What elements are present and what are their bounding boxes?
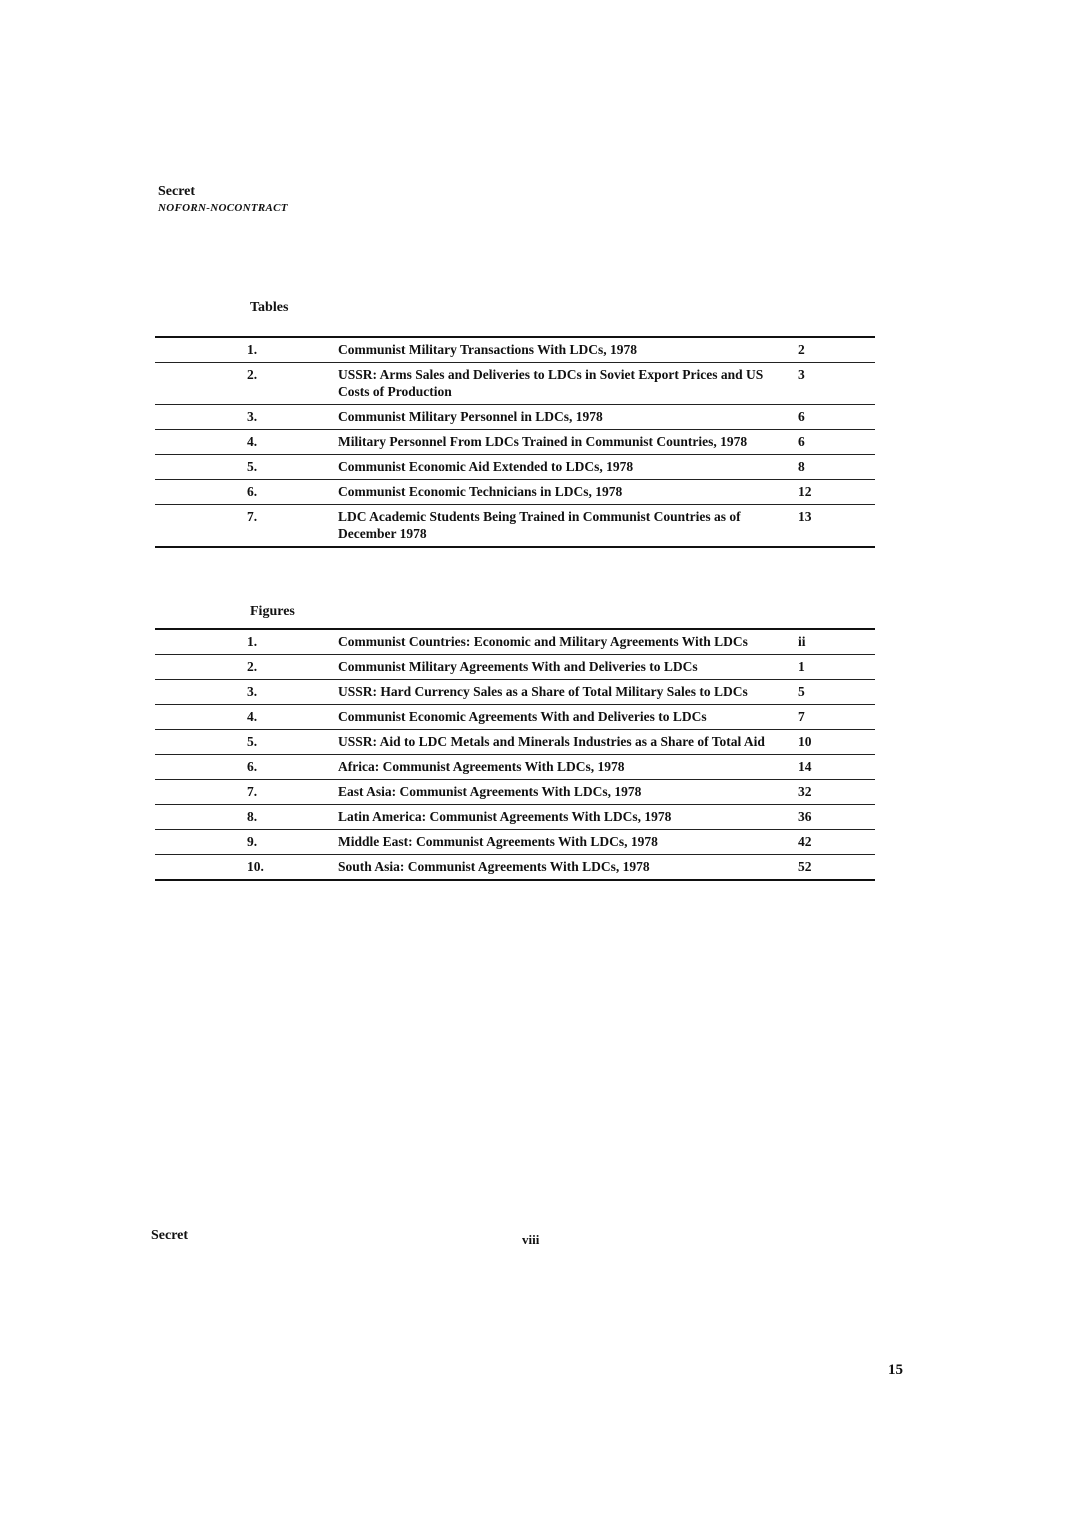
entry-title: LDC Academic Students Being Trained in Communist Countries as of December 1978: [338, 509, 741, 541]
entry-title: Military Personnel From LDCs Trained in Communist Countries, 1978: [338, 434, 748, 449]
tables-section-title: Tables: [250, 300, 289, 315]
entry-page: 10: [798, 734, 812, 749]
entry-title: Communist Economic Technicians in LDCs, 1978: [338, 484, 623, 499]
entry-page: 5: [798, 684, 805, 699]
entry-page: 52: [798, 859, 812, 874]
entry-number: 9.: [247, 834, 258, 849]
entry-number: 2.: [247, 659, 258, 674]
entry-title: USSR: Arms Sales and Deliveries to LDCs in Soviet Export Prices and US Costs of Production: [338, 367, 764, 399]
entry-title: Latin America: Communist Agreements With LDCs, 1978: [338, 809, 672, 824]
tables-list: [155, 336, 875, 548]
entry-number: 5.: [247, 734, 258, 749]
entry-page: 8: [798, 459, 805, 474]
entry-number: 7.: [247, 784, 258, 799]
entry-title: Communist Military Transactions With LDCs, 1978: [338, 342, 638, 357]
entry-number: 5.: [247, 459, 258, 474]
entry-number: 6.: [247, 759, 258, 774]
figure-entry: [155, 730, 875, 755]
entry-page: 2: [798, 342, 805, 357]
figure-entry: [155, 680, 875, 705]
entry-page: 13: [798, 509, 812, 524]
table-entry: [155, 430, 875, 455]
entry-number: 1.: [247, 634, 258, 649]
entry-title: Communist Military Agreements With and Deliveries to LDCs: [338, 659, 698, 674]
entry-number: 7.: [247, 509, 258, 524]
entry-number: 4.: [247, 434, 258, 449]
entry-page: 7: [798, 709, 805, 724]
footer-page-number: viii: [522, 1232, 540, 1247]
header-classification: Secret: [158, 184, 196, 199]
entry-page: 14: [798, 759, 812, 774]
entry-page: 6: [798, 434, 805, 449]
entry-page: ii: [798, 634, 806, 649]
figure-entry: [155, 855, 875, 879]
entry-page: 42: [798, 834, 812, 849]
entry-number: 8.: [247, 809, 258, 824]
table-entry: [155, 363, 875, 405]
entry-number: 10.: [247, 859, 264, 874]
entry-number: 2.: [247, 367, 258, 382]
entry-page: 1: [798, 659, 805, 674]
table-entry: [155, 405, 875, 430]
entry-number: 1.: [247, 342, 258, 357]
figure-entry: [155, 705, 875, 730]
entry-title: Communist Economic Agreements With and Deliveries to LDCs: [338, 709, 707, 724]
entry-title: Africa: Communist Agreements With LDCs, 1978: [338, 759, 625, 774]
figures-section-title: Figures: [250, 604, 295, 619]
document-page-number: 15: [888, 1362, 903, 1378]
entry-page: 6: [798, 409, 805, 424]
figures-list: [155, 628, 875, 881]
table-entry: [155, 505, 875, 546]
figure-entry: [155, 655, 875, 680]
figure-entry: [155, 630, 875, 655]
entry-title: Communist Countries: Economic and Military Agreements With LDCs: [338, 634, 748, 649]
entry-number: 3.: [247, 684, 258, 699]
entry-page: 36: [798, 809, 812, 824]
header-caveat: NOFORN-NOCONTRACT: [158, 202, 288, 214]
table-entry: [155, 338, 875, 363]
entry-title: Communist Economic Aid Extended to LDCs, 1978: [338, 459, 634, 474]
entry-page: 32: [798, 784, 812, 799]
table-entry: [155, 480, 875, 505]
entry-title: USSR: Aid to LDC Metals and Minerals Industries as a Share of Total Aid: [338, 734, 765, 749]
entry-title: Middle East: Communist Agreements With LDCs, 1978: [338, 834, 658, 849]
entry-number: 4.: [247, 709, 258, 724]
table-entry: [155, 455, 875, 480]
entry-number: 6.: [247, 484, 258, 499]
entry-number: 3.: [247, 409, 258, 424]
entry-page: 12: [798, 484, 812, 499]
entry-page: 3: [798, 367, 805, 382]
entry-title: USSR: Hard Currency Sales as a Share of Total Military Sales to LDCs: [338, 684, 748, 699]
figure-entry: [155, 830, 875, 855]
footer-classification: Secret: [151, 1228, 189, 1243]
figure-entry: [155, 755, 875, 780]
entry-title: Communist Military Personnel in LDCs, 1978: [338, 409, 603, 424]
figure-entry: [155, 805, 875, 830]
figure-entry: [155, 780, 875, 805]
entry-title: East Asia: Communist Agreements With LDCs, 1978: [338, 784, 642, 799]
entry-title: South Asia: Communist Agreements With LDCs, 1978: [338, 859, 650, 874]
